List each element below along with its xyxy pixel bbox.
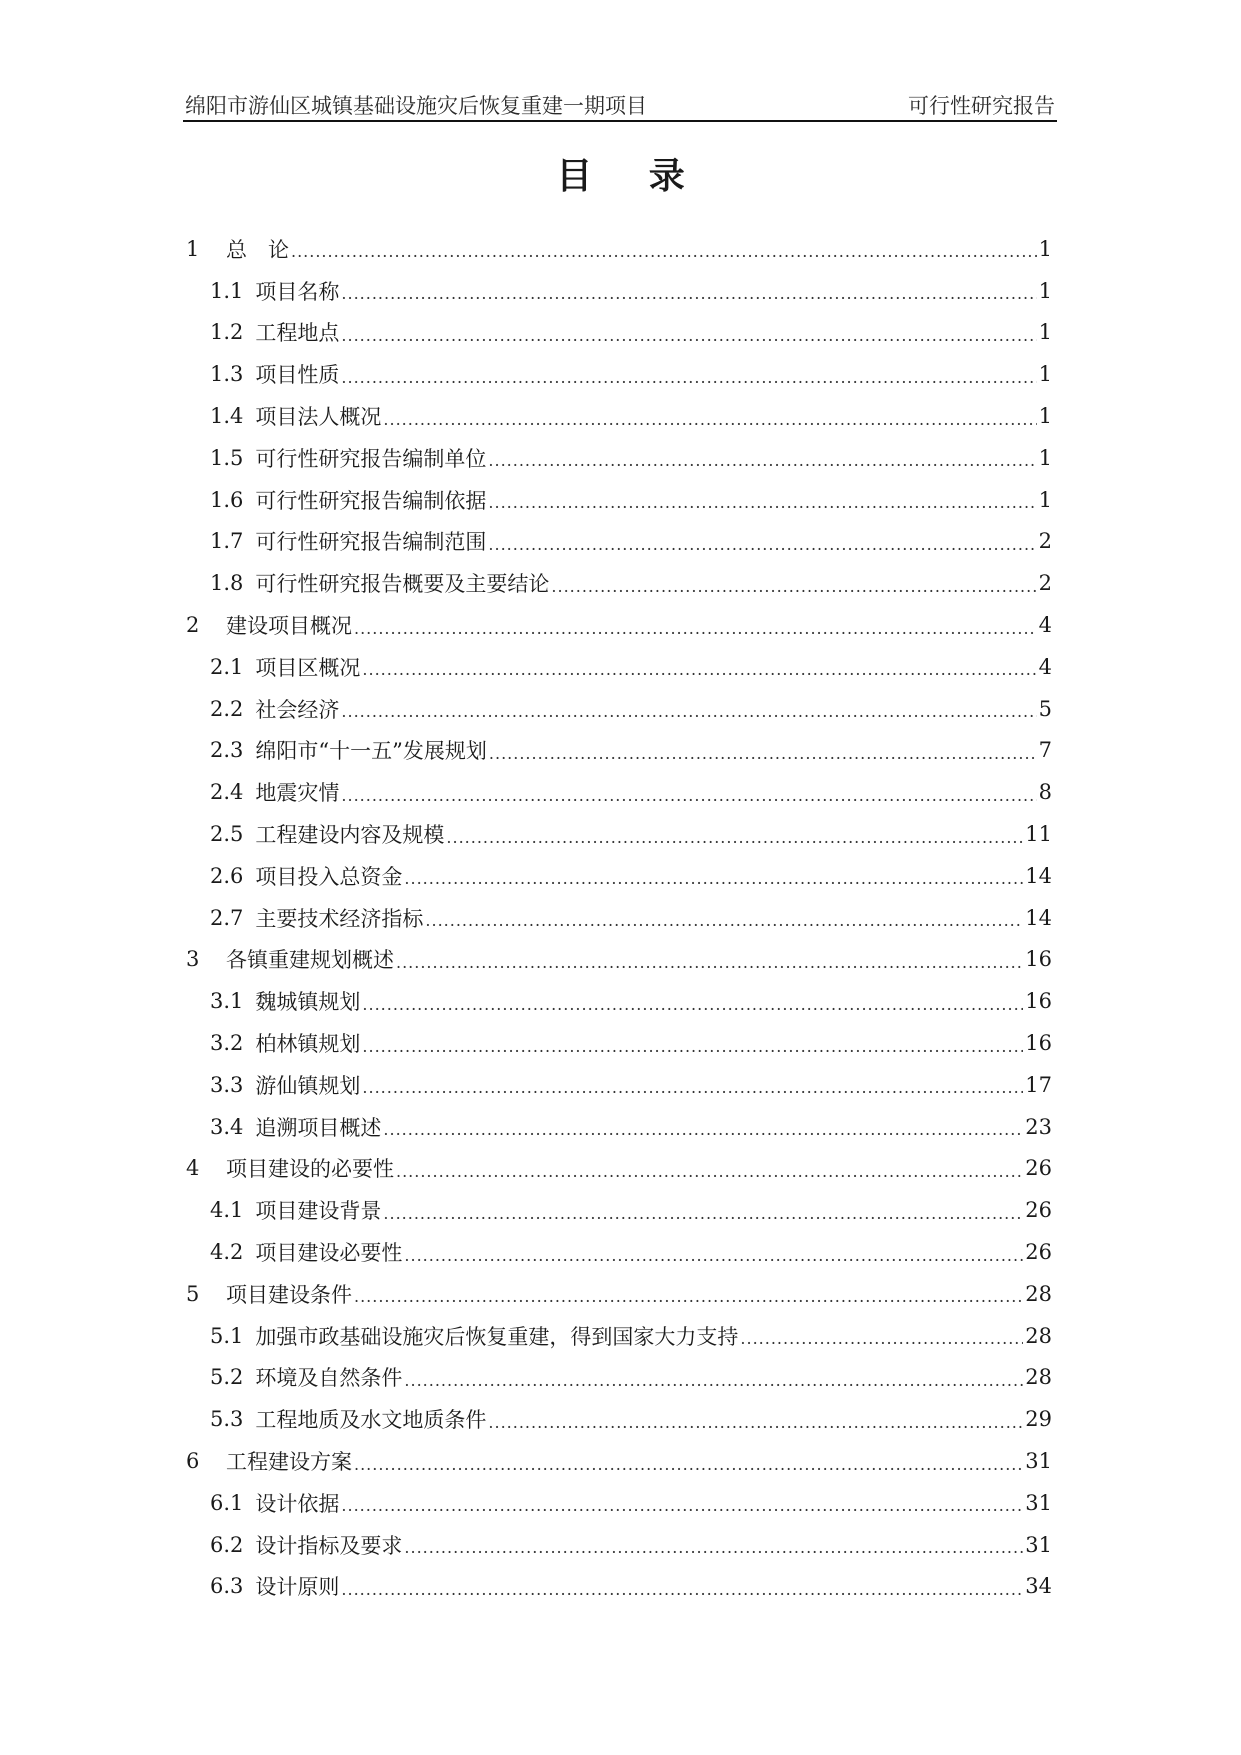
- toc-entry-title: 可行性研究报告编制依据: [255, 488, 487, 513]
- toc-dot-leader: [341, 1496, 1023, 1515]
- toc-entry-page-number: 4: [1038, 613, 1052, 638]
- toc-entry[interactable]: [186, 771, 1052, 813]
- toc-entry-page-number: 23: [1025, 1114, 1052, 1139]
- toc-entry-title: 总 论: [226, 237, 289, 262]
- toc-entry-title: 环境及自然条件: [255, 1366, 403, 1391]
- toc-dot-leader: [425, 911, 1023, 930]
- toc-entry-page-number: 1: [1038, 320, 1052, 345]
- toc-entry-title: 工程地点: [255, 321, 340, 346]
- toc-entry-page-number: 1: [1038, 362, 1052, 387]
- toc-entry-page-number: 1: [1038, 487, 1052, 512]
- toc-dot-leader: [383, 1120, 1023, 1139]
- toc-entry-title: 项目投入总资金: [255, 864, 403, 889]
- toc-dot-leader: [396, 953, 1023, 972]
- toc-entry-page-number: 29: [1025, 1407, 1052, 1432]
- toc-entry-number: 1.1: [210, 278, 244, 303]
- toc-entry-number: 1.5: [210, 445, 244, 470]
- toc-entry-page-number: 7: [1038, 738, 1052, 763]
- toc-entry[interactable]: [186, 1357, 1052, 1399]
- toc-dot-leader: [446, 828, 1023, 847]
- toc-entry-title: 设计指标及要求: [255, 1533, 403, 1558]
- toc-dot-leader: [354, 619, 1037, 638]
- toc-entry-page-number: 2: [1038, 529, 1052, 554]
- toc-entry-number: 5.1: [210, 1323, 244, 1348]
- table-of-contents: [186, 228, 1052, 1607]
- toc-entry-page-number: 8: [1038, 780, 1052, 805]
- toc-entry-page-number: 1: [1038, 404, 1052, 429]
- toc-entry[interactable]: [186, 1022, 1052, 1064]
- toc-entry-page-number: 34: [1025, 1574, 1052, 1599]
- toc-entry-page-number: 26: [1025, 1240, 1052, 1265]
- toc-entry-title: 项目建设必要性: [255, 1241, 403, 1266]
- toc-entry[interactable]: [186, 813, 1052, 855]
- toc-dot-leader: [740, 1329, 1023, 1348]
- toc-entry-title: 工程建设内容及规模: [255, 823, 445, 848]
- toc-entry[interactable]: [186, 437, 1052, 479]
- toc-dot-leader: [488, 535, 1036, 554]
- toc-entry-number: 2.6: [210, 863, 244, 888]
- toc-entry-page-number: 16: [1025, 989, 1052, 1014]
- toc-entry-number: 1.7: [210, 529, 244, 554]
- toc-entry-number: 2.1: [210, 654, 244, 679]
- toc-entry[interactable]: [186, 897, 1052, 939]
- toc-entry-number: 6.3: [210, 1574, 244, 1599]
- toc-entry-page-number: 26: [1025, 1156, 1052, 1181]
- toc-entry[interactable]: [186, 562, 1052, 604]
- toc-entry[interactable]: [186, 730, 1052, 772]
- toc-dot-leader: [404, 1246, 1023, 1265]
- toc-dot-leader: [396, 1162, 1023, 1181]
- toc-dot-leader: [383, 1204, 1023, 1223]
- toc-entry[interactable]: [186, 1524, 1052, 1566]
- toc-entry-title: 项目法人概况: [255, 405, 382, 430]
- toc-entry-page-number: 16: [1025, 947, 1052, 972]
- toc-entry-number: 2.2: [210, 696, 244, 721]
- toc-entry[interactable]: [186, 270, 1052, 312]
- toc-entry-page-number: 5: [1038, 696, 1052, 721]
- toc-entry-page-number: 28: [1025, 1365, 1052, 1390]
- toc-entry-number: 3.3: [210, 1072, 244, 1097]
- toc-entry-page-number: 1: [1038, 445, 1052, 470]
- toc-entry-title: 建设项目概况: [226, 614, 352, 639]
- toc-dot-leader: [404, 1538, 1023, 1557]
- toc-entry-title: 项目性质: [255, 363, 340, 388]
- toc-entry[interactable]: [186, 1106, 1052, 1148]
- toc-entry-title: 魏城镇规划: [255, 990, 361, 1015]
- toc-entry-title: 项目建设条件: [226, 1282, 352, 1307]
- toc-entry-number: 3: [186, 947, 200, 972]
- toc-dot-leader: [341, 702, 1036, 721]
- toc-entry[interactable]: [186, 353, 1052, 395]
- toc-entry-title: 游仙镇规划: [255, 1073, 361, 1098]
- header-report-type: 可行性研究报告: [908, 94, 1055, 118]
- page-header: [185, 86, 1055, 120]
- toc-entry-page-number: 31: [1025, 1532, 1052, 1557]
- toc-entry[interactable]: [186, 688, 1052, 730]
- toc-entry-number: 1.8: [210, 571, 244, 596]
- toc-entry-page-number: 31: [1025, 1449, 1052, 1473]
- toc-entry-number: 1.3: [210, 362, 244, 387]
- toc-entry-page-number: 28: [1025, 1323, 1052, 1348]
- toc-entry-page-number: 28: [1025, 1281, 1052, 1306]
- toc-entry-title: 设计原则: [255, 1575, 340, 1600]
- toc-dot-leader: [291, 242, 1037, 261]
- toc-dot-leader: [354, 1455, 1023, 1474]
- toc-entry[interactable]: [186, 1566, 1052, 1608]
- toc-entry[interactable]: [186, 521, 1052, 563]
- toc-entry-number: 2.7: [210, 905, 244, 930]
- toc-dot-leader: [341, 284, 1036, 303]
- toc-entry-number: 6.1: [210, 1490, 244, 1515]
- toc-dot-leader: [354, 1287, 1023, 1306]
- toc-entry[interactable]: [186, 604, 1052, 646]
- toc-dot-leader: [362, 1078, 1023, 1097]
- toc-entry-page-number: 1: [1038, 236, 1052, 261]
- toc-entry-number: 4.2: [210, 1240, 244, 1265]
- toc-dot-leader: [362, 1037, 1023, 1056]
- toc-dot-leader: [341, 1580, 1023, 1599]
- toc-dot-leader: [383, 410, 1036, 429]
- toc-entry[interactable]: [186, 1273, 1052, 1315]
- toc-entry-page-number: 14: [1025, 905, 1052, 930]
- header-divider: [183, 120, 1057, 122]
- toc-entry[interactable]: [186, 1189, 1052, 1231]
- toc-entry-title: 工程地质及水文地质条件: [255, 1408, 487, 1433]
- toc-entry-number: 2: [186, 613, 200, 638]
- toc-entry-title: 柏林镇规划: [255, 1032, 361, 1057]
- toc-entry-number: 2.3: [210, 738, 244, 763]
- toc-entry[interactable]: [186, 1440, 1052, 1482]
- toc-entry-title: 地震灾情: [255, 781, 340, 806]
- toc-entry-number: 6: [186, 1449, 200, 1473]
- toc-entry-number: 2.5: [210, 822, 244, 847]
- toc-dot-leader: [341, 368, 1036, 387]
- toc-entry-number: 4: [186, 1156, 200, 1181]
- toc-entry-title: 工程建设方案: [226, 1450, 352, 1474]
- toc-entry-number: 3.1: [210, 989, 244, 1014]
- toc-entry-title: 可行性研究报告编制单位: [255, 446, 487, 471]
- toc-entry-page-number: 26: [1025, 1198, 1052, 1223]
- toc-entry-title: 项目名称: [255, 279, 340, 304]
- header-document-title: 绵阳市游仙区城镇基础设施灾后恢复重建一期项目: [185, 94, 647, 118]
- toc-dot-leader: [404, 869, 1023, 888]
- toc-entry-title: 项目建设背景: [255, 1199, 382, 1224]
- toc-entry[interactable]: [186, 1064, 1052, 1106]
- toc-entry[interactable]: [186, 1315, 1052, 1357]
- toc-entry[interactable]: [186, 1231, 1052, 1273]
- toc-entry-number: 3.4: [210, 1114, 244, 1139]
- toc-entry-title: 主要技术经济指标: [255, 906, 424, 931]
- toc-entry-page-number: 16: [1025, 1031, 1052, 1056]
- toc-entry-number: 5.2: [210, 1365, 244, 1390]
- toc-entry-title: 可行性研究报告概要及主要结论: [255, 572, 550, 597]
- toc-entry-number: 1.4: [210, 404, 244, 429]
- toc-entry-number: 6.2: [210, 1532, 244, 1557]
- toc-dot-leader: [489, 744, 1037, 763]
- toc-entry[interactable]: [186, 939, 1052, 981]
- toc-dot-leader: [488, 451, 1036, 470]
- toc-entry-title: 追溯项目概述: [255, 1115, 382, 1140]
- toc-entry[interactable]: [186, 980, 1052, 1022]
- toc-entry-number: 4.1: [210, 1198, 244, 1223]
- toc-dot-leader: [551, 577, 1036, 596]
- toc-entry-title: 设计依据: [255, 1491, 340, 1516]
- toc-entry-title: 绵阳市“十一五”发展规划: [255, 739, 487, 764]
- toc-entry-title: 项目建设的必要性: [226, 1157, 394, 1182]
- toc-entry[interactable]: [186, 1148, 1052, 1190]
- toc-entry[interactable]: [186, 646, 1052, 688]
- toc-entry-page-number: 2: [1038, 571, 1052, 596]
- toc-entry-page-number: 1: [1038, 278, 1052, 303]
- toc-entry-number: 1.6: [210, 487, 244, 512]
- toc-entry[interactable]: [186, 1482, 1052, 1524]
- toc-entry[interactable]: [186, 395, 1052, 437]
- toc-entry-number: 3.2: [210, 1031, 244, 1056]
- toc-heading: 目 录: [556, 155, 707, 197]
- toc-entry-page-number: 17: [1025, 1072, 1052, 1097]
- toc-entry-number: 5.3: [210, 1407, 244, 1432]
- toc-entry-page-number: 11: [1025, 822, 1052, 847]
- toc-dot-leader: [341, 786, 1036, 805]
- toc-entry[interactable]: [186, 228, 1052, 270]
- toc-dot-leader: [341, 326, 1036, 345]
- toc-entry-number: 5: [186, 1281, 200, 1306]
- toc-entry[interactable]: [186, 479, 1052, 521]
- toc-entry-number: 1: [186, 236, 200, 261]
- toc-entry[interactable]: [186, 312, 1052, 354]
- toc-entry-number: 1.2: [210, 320, 244, 345]
- toc-entry-title: 项目区概况: [255, 655, 361, 680]
- toc-entry-page-number: 14: [1025, 863, 1052, 888]
- toc-dot-leader: [362, 995, 1023, 1014]
- toc-entry[interactable]: [186, 1398, 1052, 1440]
- toc-entry[interactable]: [186, 855, 1052, 897]
- toc-dot-leader: [488, 493, 1036, 512]
- toc-entry-title: 各镇重建规划概述: [226, 948, 394, 973]
- toc-entry-title: 社会经济: [255, 697, 340, 722]
- toc-dot-leader: [404, 1371, 1023, 1390]
- toc-dot-leader: [488, 1413, 1023, 1432]
- toc-dot-leader: [362, 660, 1036, 679]
- toc-entry-title: 加强市政基础设施灾后恢复重建，得到国家大力支持: [255, 1324, 739, 1349]
- toc-entry-page-number: 31: [1025, 1490, 1052, 1515]
- toc-entry-number: 2.4: [210, 780, 244, 805]
- toc-entry-page-number: 4: [1038, 654, 1052, 679]
- toc-entry-title: 可行性研究报告编制范围: [255, 530, 487, 555]
